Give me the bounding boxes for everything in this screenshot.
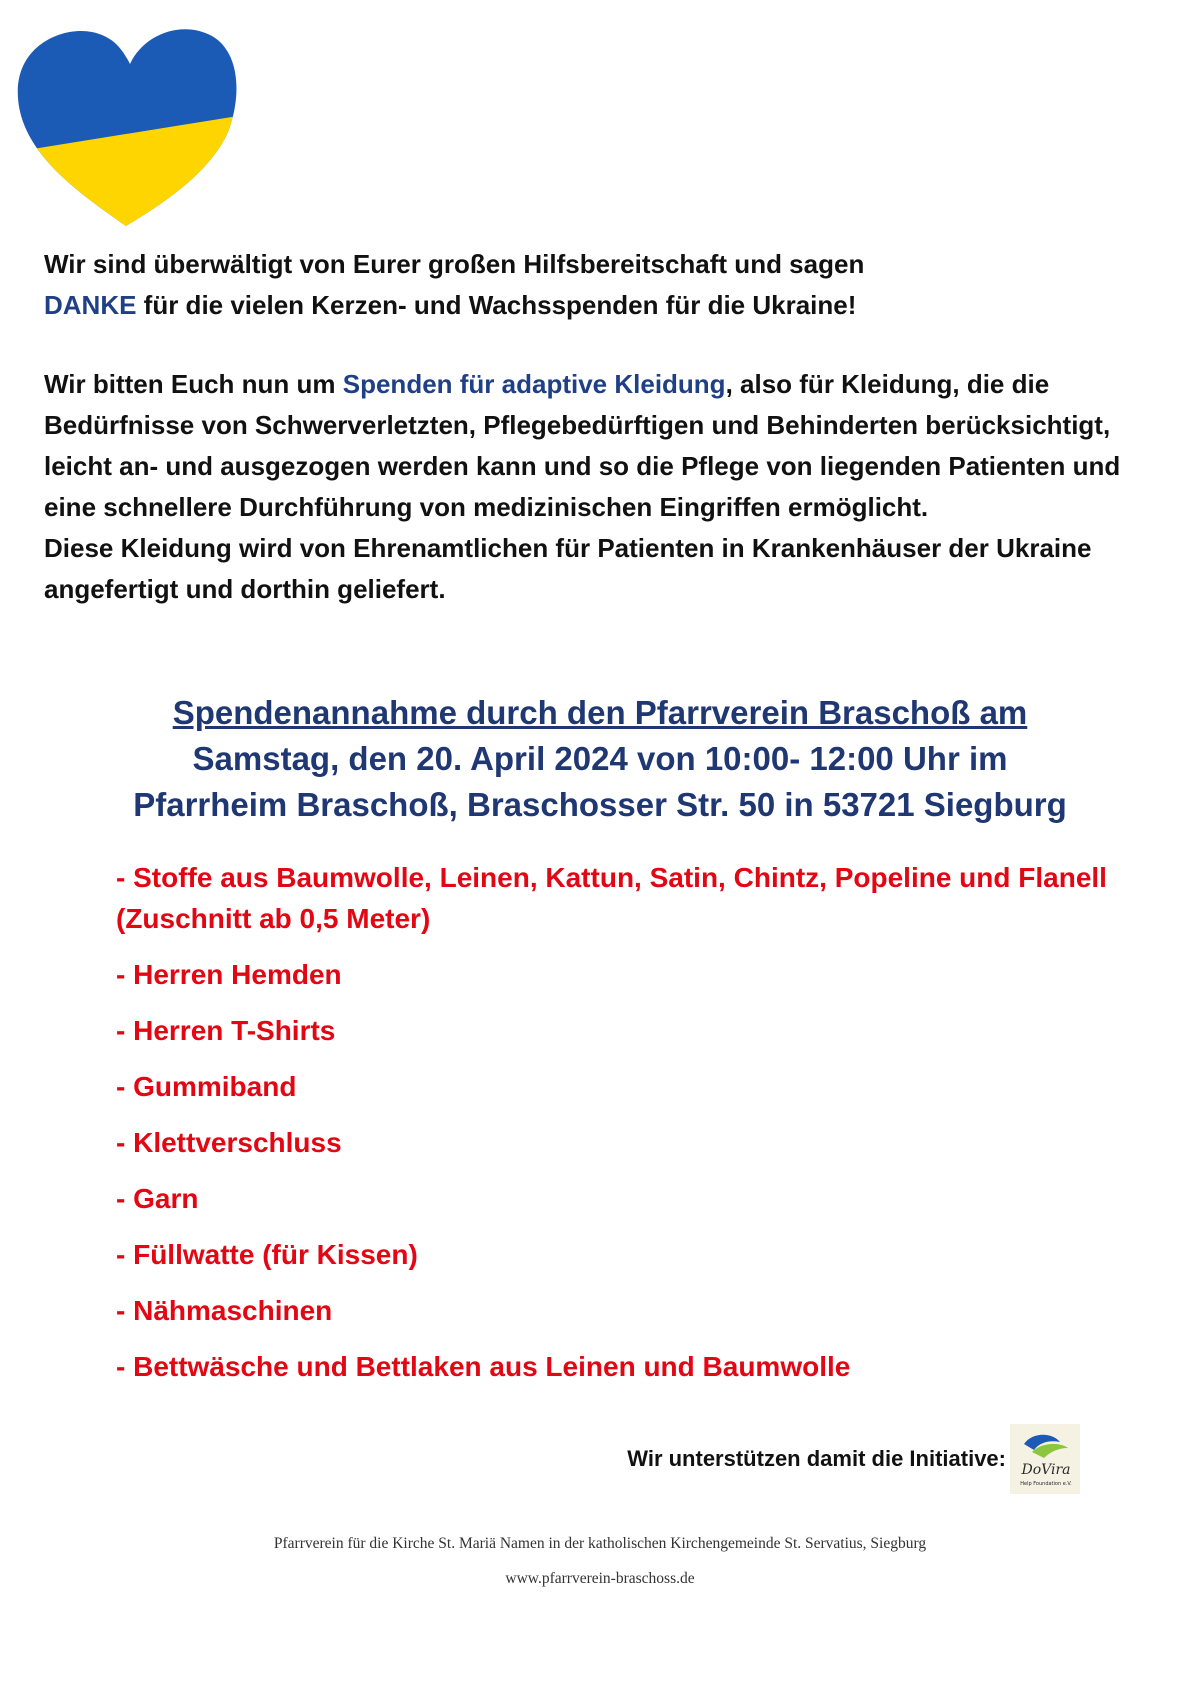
list-item: - Füllwatte (für Kissen) — [116, 1239, 418, 1270]
list-item: - Nähmaschinen — [116, 1295, 333, 1326]
thanks-text-2: für die vielen Kerzen- und Wachsspenden für die Ukraine! — [136, 290, 857, 320]
logo-subtitle: Help Foundation e.V. — [1020, 1481, 1072, 1487]
list-item: - Garn — [116, 1183, 199, 1214]
list-item: - Herren T-Shirts — [116, 1015, 336, 1046]
thanks-paragraph — [44, 244, 1174, 326]
ukraine-heart-icon — [14, 26, 238, 232]
dovira-logo — [1010, 1424, 1080, 1494]
request-intro: Wir bitten Euch nun um — [44, 369, 343, 399]
request-highlight: Spenden für adaptive Kleidung — [342, 369, 726, 399]
request-rest: , also für Kleidung, die die Bedürfnisse von Schwerverletzten, Pflegebedürftigen und Behinderten berücksichtigt, leicht an- und ausgezogen werden kann und so die Pflege von liegenden Patienten und eine schnellere Durchführung von medizinischen Eingriffen ermöglicht. — [44, 369, 1121, 522]
list-item: - Gummiband — [116, 1071, 297, 1102]
footer-organisation: Pfarrverein für die Kirche St. Mariä Namen in der katholischen Kirchengemeinde St. Servatius, Siegburg — [273, 1535, 927, 1552]
donation-item-list — [116, 857, 1116, 1402]
list-item: - Klettverschluss — [116, 1127, 342, 1158]
list-item: - Stoffe aus Baumwolle, Leinen, Kattun, Satin, Chintz, Popeline und Flanell (Zuschnitt ab 0,5 Meter) — [116, 862, 1107, 934]
footer-website: www.pfarrverein-braschoss.de — [505, 1570, 695, 1587]
danke-word: DANKE — [44, 290, 137, 320]
request-line-2: Diese Kleidung wird von Ehrenamtlichen für Patienten in Krankenhäuser der Ukraine angefertigt und dorthin geliefert. — [44, 533, 1092, 604]
request-paragraph — [44, 364, 1174, 610]
announce-line-2: Samstag, den 20. April 2024 von 10:00- 12:00 Uhr im — [192, 740, 1008, 777]
initiative-text: Wir unterstützen damit die Initiative: — [627, 1446, 1006, 1471]
list-item: - Bettwäsche und Bettlaken aus Leinen und Baumwolle — [116, 1351, 851, 1382]
donation-announcement — [40, 690, 1160, 828]
announce-line-1: Spendenannahme durch den Pfarrverein Braschoß am — [172, 694, 1028, 731]
thanks-text-1: Wir sind überwältigt von Eurer großen Hilfsbereitschaft und sagen — [44, 249, 865, 279]
announce-line-3: Pfarrheim Braschoß, Braschosser Str. 50 in 53721 Siegburg — [133, 786, 1067, 823]
list-item: - Herren Hemden — [116, 959, 342, 990]
logo-name: DoVira — [1021, 1462, 1071, 1478]
initiative-note — [627, 1424, 1080, 1494]
